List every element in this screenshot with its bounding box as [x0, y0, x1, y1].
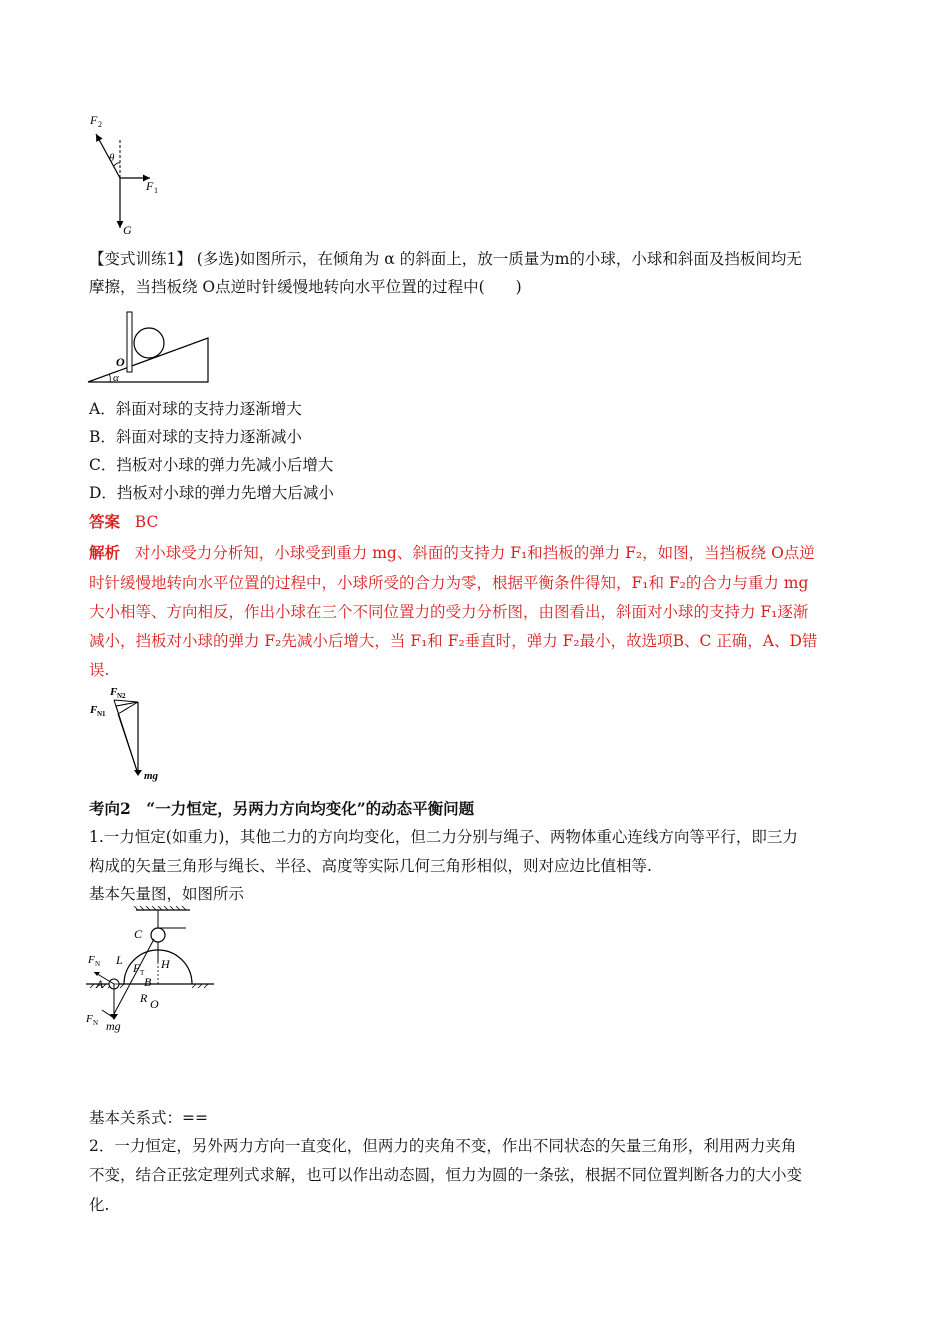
mg-label: mg	[106, 1019, 121, 1033]
basic-relation: 基本关系式：==	[89, 1109, 208, 1127]
problem-line-1: 【变式训练1】 (多选)如图所示，在倾角为 α 的斜面上，放一质量为m的小球，小球和斜面及挡板间均无	[89, 250, 802, 268]
c-label: C	[134, 927, 143, 941]
f1-label: F	[146, 179, 154, 193]
ft-sub: T	[140, 969, 145, 977]
p2-line-2: 不变，结合正弦定理列式求解，也可以作出动态圆，恒力为圆的一条弦，根据不同位置判断各力的大小变	[89, 1166, 803, 1184]
fn2-sub: N2	[117, 692, 126, 700]
p2-line-3: 化.	[89, 1196, 110, 1214]
fn-bottom-sub: N	[93, 1019, 99, 1027]
fn-label: F	[88, 954, 95, 966]
answer-label: 答案	[89, 512, 121, 531]
mg-label: mg	[144, 770, 159, 782]
section-p1-line-1: 1.一力恒定(如重力)，其他二力的方向均变化，但二力分别与绳子、两物体重心连线方向等平行，即三力	[89, 828, 798, 846]
b-label: B	[144, 975, 152, 989]
fn1-sub: N1	[97, 710, 106, 718]
option-a: A．斜面对球的支持力逐渐增大	[89, 400, 302, 418]
a-label: A	[96, 977, 104, 991]
f2-sub: 2	[98, 120, 102, 129]
fn-bottom-label: F	[86, 1013, 93, 1025]
force-diagram-1	[86, 110, 176, 238]
l-label: L	[116, 953, 123, 967]
force-triangle-diagram	[88, 682, 178, 782]
fn-sub: N	[95, 960, 101, 968]
p2-line-1: 2．一力恒定，另外两力方向一直变化，但两力的夹角不变，作出不同状态的矢量三角形，利用两力夹角	[89, 1137, 797, 1155]
answer	[89, 511, 158, 533]
theta-label: θ	[109, 152, 115, 164]
analysis-line-5: 误.	[89, 661, 110, 679]
analysis-label: 解析	[89, 543, 121, 562]
o-label: O	[116, 355, 125, 369]
fn2-label: F	[110, 686, 118, 698]
h-label: H	[161, 957, 170, 971]
f1-sub: 1	[154, 186, 158, 195]
option-b: B．斜面对球的支持力逐渐减小	[89, 428, 302, 446]
incline-diagram	[86, 306, 214, 386]
analysis-line-3: 大小相等、方向相反，作出小球在三个不同位置力的受力分析图，由图看出，斜面对小球的支持力 F₁逐渐	[89, 603, 809, 621]
pulley-hemisphere-diagram	[84, 906, 224, 1036]
g-label: G	[123, 223, 132, 237]
answer-value: BC	[134, 513, 159, 531]
problem-line-2: 摩擦，当挡板绕 O点逆时针缓慢地转向水平位置的过程中( )	[89, 278, 522, 296]
analysis-line-2: 时针缓慢地转向水平位置的过程中，小球所受的合力为零，根据平衡条件得知，F₁和 F₂的合力与重力 mg	[89, 574, 809, 592]
alpha-label: α	[113, 372, 119, 384]
f2-label: F	[90, 113, 98, 127]
o-label: O	[150, 997, 159, 1011]
fn1-label: F	[90, 704, 98, 716]
section-p1-line-3: 基本矢量图，如图所示	[89, 885, 245, 903]
analysis-line-4: 减小，挡板对小球的弹力 F₂先减小后增大，当 F₁和 F₂垂直时，弹力 F₂最小，故选项B、C 正确，A、D错	[89, 632, 818, 650]
option-d: D．挡板对小球的弹力先增大后减小	[89, 484, 334, 502]
analysis-line-1: 解析 对小球受力分析知，小球受到重力 mg、斜面的支持力 F₁和挡板的弹力 F₂，如图，当挡板绕 O点逆	[89, 543, 815, 562]
option-c: C．挡板对小球的弹力先减小后增大	[89, 456, 334, 474]
section-p1-line-2: 构成的矢量三角形与绳长、半径、高度等实际几何三角形相似，则对应边比值相等.	[89, 857, 652, 875]
section-title: 考向2 “一力恒定，另两力方向均变化”的动态平衡问题	[89, 799, 475, 818]
r-label: R	[140, 991, 148, 1005]
ft-label: F	[133, 961, 141, 975]
